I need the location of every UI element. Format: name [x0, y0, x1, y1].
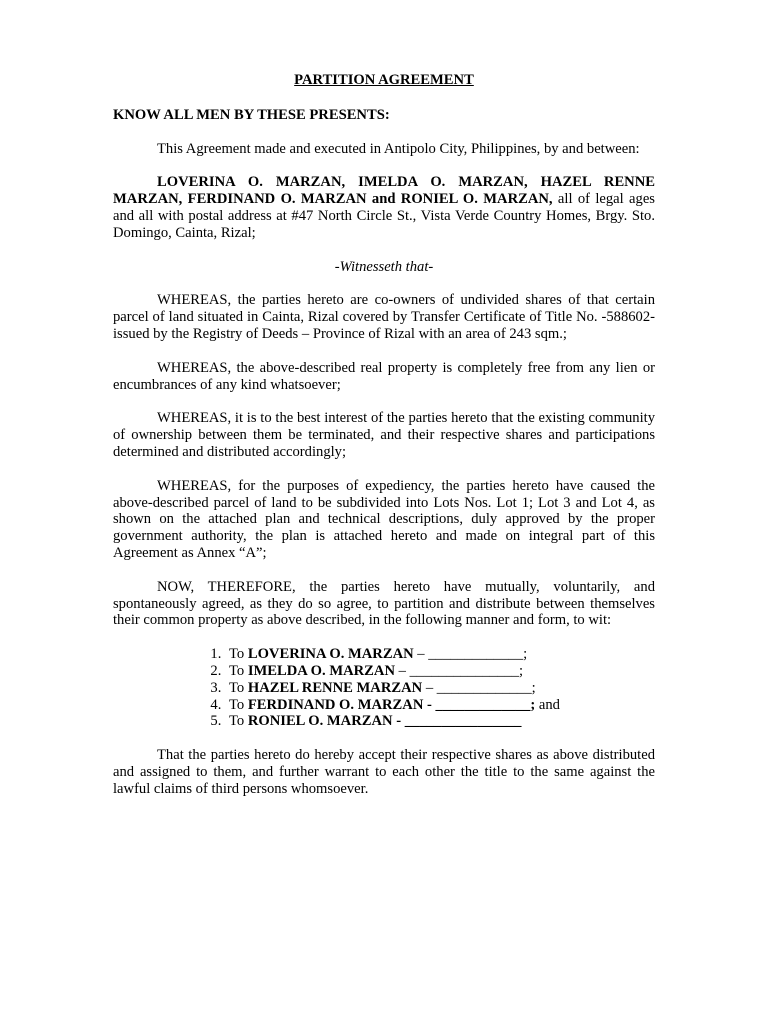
intro-paragraph: This Agreement made and executed in Antipolo City, Philippines, by and between:	[157, 140, 640, 157]
list-item	[225, 697, 655, 714]
document-body	[113, 72, 655, 815]
witnesseth-line: -Witnesseth that-	[334, 258, 434, 275]
list-item-name: RONIEL O. MARZAN - ________________	[247, 713, 522, 730]
list-item-suffix: – _____________;	[413, 646, 528, 663]
whereas-paragraph-1: WHEREAS, the parties hereto are co-owners of undivided shares of that certain parcel of land situated in Cainta, Rizal covered by Transfer Certificate of Title No. -588602- issued by the Registry of Deeds – Province of Rizal with an area of 243 sqm.;	[113, 292, 655, 342]
list-item-name: FERDINAND O. MARZAN - _____________;	[247, 696, 536, 713]
document-heading: KNOW ALL MEN BY THESE PRESENTS:	[113, 106, 390, 123]
list-item-suffix: and	[535, 696, 560, 713]
document-title: PARTITION AGREEMENT	[294, 72, 474, 88]
list-item-name: HAZEL RENNE MARZAN	[247, 679, 423, 696]
list-item-prefix: To	[229, 646, 248, 663]
list-item	[225, 680, 655, 697]
parties-address: all of legal ages and all with postal address at #47 North Circle St., Vista Verde Country Homes, Brgy. Sto. Domingo, Cainta, Rizal;	[113, 191, 655, 241]
list-item	[225, 663, 655, 680]
list-item-prefix: To	[229, 713, 248, 730]
list-item-suffix: – _____________;	[422, 679, 536, 696]
whereas-paragraph-4: WHEREAS, for the purposes of expediency, the parties hereto have caused the above-described parcel of land to be subdivided into Lots Nos. Lot 1; Lot 3 and Lot 4, as shown on the attached plan and technical descriptions, duly approved by the proper government authority, the plan is attached hereto and made on integral part of this Agreement as Annex “A”;	[113, 477, 655, 561]
parties-paragraph	[113, 174, 655, 241]
list-item-prefix: To	[229, 679, 248, 696]
list-item	[225, 646, 655, 663]
list-item-prefix: To	[229, 662, 248, 679]
list-item-suffix: – _______________;	[395, 662, 524, 679]
whereas-paragraph-2: WHEREAS, the above-described real property is completely free from any lien or encumbrances of any kind whatsoever;	[113, 359, 655, 393]
parties-names: LOVERINA O. MARZAN, IMELDA O. MARZAN, HAZEL RENNE MARZAN, FERDINAND O. MARZAN and RONIEL O. MARZAN,	[113, 174, 655, 208]
whereas-paragraph-3: WHEREAS, it is to the best interest of the parties hereto that the existing community of ownership between them be terminated, and their respective shares and participations determined and distributed accordingly;	[113, 410, 655, 460]
closing-paragraph: That the parties hereto do hereby accept their respective shares as above distributed and assigned to them, and further warrant to each other the title to the same against the lawful claims of third persons whomsoever.	[113, 747, 655, 797]
list-item-name: LOVERINA O. MARZAN	[247, 646, 414, 663]
distribution-list	[113, 646, 655, 730]
now-therefore-paragraph: NOW, THEREFORE, the parties hereto have mutually, voluntarily, and spontaneously agreed, as they do so agree, to partition and distribute between themselves their common property as above described, in the following manner and form, to wit:	[113, 578, 655, 629]
list-item	[225, 713, 655, 730]
list-item-prefix: To	[229, 696, 248, 713]
list-item-name: IMELDA O. MARZAN	[247, 662, 395, 679]
